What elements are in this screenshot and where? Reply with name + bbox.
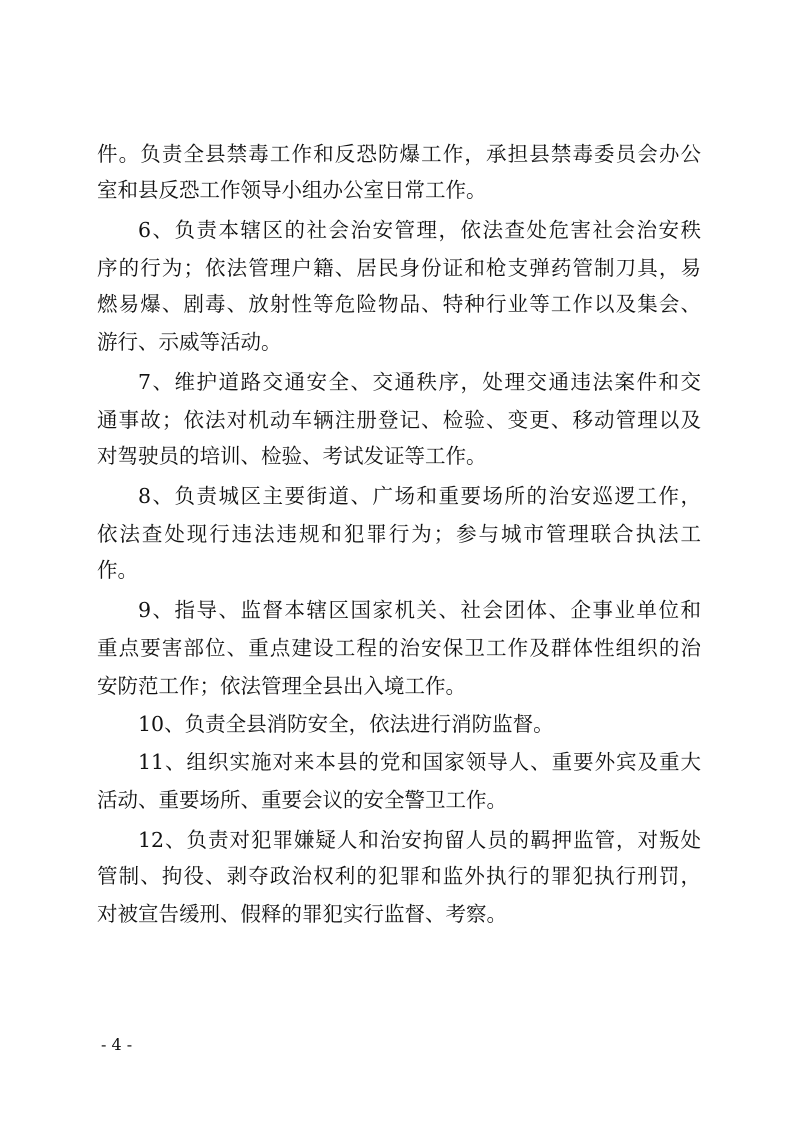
body-line-2: 室和县反恐工作领导小组办公室日常工作。 (97, 178, 487, 202)
item-9-line-3: 安防范工作；依法管理全县出入境工作。 (97, 674, 466, 698)
item-12-line-2: 管制、拘役、剥夺政治权利的犯罪和监外执行的罪犯执行刑罚， (97, 864, 701, 888)
item-7-line-2: 通事故；依法对机动车辆注册登记、检验、变更、移动管理以及 (97, 408, 701, 432)
item-6-line-4: 游行、示威等活动。 (97, 330, 282, 354)
item-6-line-1: 6、负责本辖区的社会治安管理，依法查处危害社会治安秩 (138, 218, 701, 242)
item-8-line-3: 作。 (97, 558, 138, 582)
item-10-line-1: 10、负责全县消防安全，依法进行消防监督。 (138, 712, 554, 736)
item-6-line-3: 燃易爆、剧毒、放射性等危险物品、特种行业等工作以及集会、 (97, 292, 701, 316)
item-12-line-1: 12、负责对犯罪嫌疑人和治安拘留人员的羁押监管，对叛处 (138, 828, 701, 852)
item-7-line-3: 对驾驶员的培训、检验、考试发证等工作。 (97, 444, 487, 468)
item-11-line-1: 11、组织实施对来本县的党和国家领导人、重要外宾及重大 (138, 750, 701, 774)
item-8-line-1: 8、负责城区主要街道、广场和重要场所的治安巡逻工作， (138, 484, 701, 508)
item-9-line-1: 9、指导、监督本辖区国家机关、社会团体、企事业单位和 (138, 598, 701, 622)
item-6-line-2: 序的行为；依法管理户籍、居民身份证和枪支弹药管制刀具，易 (97, 256, 701, 280)
item-7-line-1: 7、维护道路交通安全、交通秩序，处理交通违法案件和交 (138, 370, 701, 394)
item-12-line-3: 对被宣告缓刑、假释的罪犯实行监督、考察。 (97, 902, 507, 926)
item-8-line-2: 依法查处现行违法违规和犯罪行为；参与城市管理联合执法工 (97, 522, 701, 546)
item-11-line-2: 活动、重要场所、重要会议的安全警卫工作。 (97, 788, 507, 812)
body-line-1: 件。负责全县禁毒工作和反恐防爆工作，承担县禁毒委员会办公 (97, 142, 701, 166)
item-9-line-2: 重点要害部位、重点建设工程的治安保卫工作及群体性组织的治 (97, 636, 701, 660)
page-number: - 4 - (101, 1035, 133, 1054)
